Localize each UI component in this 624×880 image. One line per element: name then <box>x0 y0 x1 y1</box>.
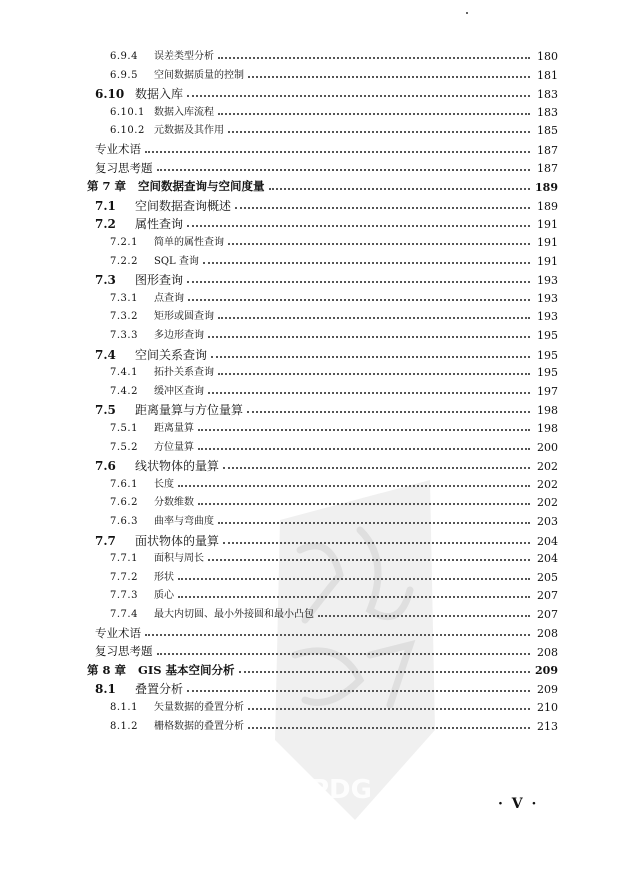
toc-entry-number: 7.2 <box>95 217 116 232</box>
dot-leader <box>208 559 530 561</box>
toc-entry-number: 7.7.1 <box>110 553 138 565</box>
dot-leader <box>218 373 530 375</box>
dot-leader <box>188 299 530 301</box>
toc-entry-number: 7.7 <box>95 533 116 548</box>
toc-entry-number: 8.1.1 <box>110 702 138 713</box>
toc-entry[interactable] <box>110 609 558 620</box>
toc-entry-number: 7.5 <box>95 403 116 418</box>
toc-entry-title: 数据入库 <box>135 87 184 102</box>
dot-leader <box>198 448 530 450</box>
dot-leader <box>208 392 530 394</box>
toc-entry-number: 7.3.2 <box>110 311 138 323</box>
dot-leader <box>145 151 530 153</box>
toc-entry-page: 195 <box>537 366 558 380</box>
toc-entry-title: 多边形查询 <box>154 330 204 341</box>
toc-entry-page: 185 <box>537 124 558 138</box>
toc-entry-title: 误差类型分析 <box>154 51 214 62</box>
toc-entry-page: 193 <box>537 274 558 288</box>
toc-entry[interactable] <box>110 721 558 732</box>
toc-entry-page: 193 <box>537 291 558 305</box>
dot-leader <box>203 262 530 264</box>
toc-entry-page: 202 <box>537 496 558 510</box>
toc-entry-page: 197 <box>537 384 558 398</box>
toc-entry-page: 205 <box>537 570 558 584</box>
dot-leader <box>198 429 530 431</box>
toc-entry-title: 复习思考题 <box>95 160 153 175</box>
dot-leader <box>178 596 530 598</box>
toc-entry-number: 6.10.1 <box>110 106 145 118</box>
toc-entry[interactable] <box>110 702 558 713</box>
toc-entry-page: 189 <box>537 199 558 213</box>
toc-entry[interactable] <box>95 160 558 176</box>
dot-leader <box>187 225 530 227</box>
toc-entry-title: 面积与周长 <box>154 553 204 565</box>
toc-entry[interactable] <box>95 349 558 361</box>
toc-entry[interactable] <box>110 311 558 322</box>
toc-entry-number: 6.10 <box>95 87 125 102</box>
toc-entry[interactable] <box>110 423 558 434</box>
toc-entry-page: 191 <box>537 218 558 232</box>
toc-entry-page: 187 <box>537 143 558 157</box>
toc-entry-title: 曲率与弯曲度 <box>154 516 214 527</box>
toc-entry-number: 第 7 章 <box>87 179 127 194</box>
toc-chapter-entry[interactable] <box>87 662 558 678</box>
dot-leader <box>218 522 530 524</box>
toc-entry-number: 7.7.2 <box>110 571 138 583</box>
dot-leader <box>157 169 531 171</box>
toc-entry-title: 拓扑关系查询 <box>154 367 214 379</box>
toc-entry-page: 180 <box>537 50 558 63</box>
toc-entry-title: 最大内切圆、最小外接圆和最小凸包 <box>154 609 314 620</box>
toc-entry-number: 7.2.2 <box>110 255 138 267</box>
toc-entry-title: 长度 <box>154 478 174 490</box>
toc-entry-title: GIS 基本空间分析 <box>138 662 235 677</box>
toc-entry[interactable] <box>110 572 558 583</box>
toc-entry-number: 8.1.2 <box>110 720 138 732</box>
toc-entry[interactable] <box>110 367 558 378</box>
toc-entry-number: 7.6.1 <box>110 478 138 490</box>
dot-leader <box>223 542 530 544</box>
toc-chapter-entry[interactable] <box>87 181 558 193</box>
toc-entry-number: 7.5.1 <box>110 423 138 434</box>
toc-entry-title: 属性查询 <box>135 217 184 232</box>
toc-entry-page: 202 <box>537 477 558 491</box>
toc-entry-title: 质心 <box>154 590 174 602</box>
toc-entry-page: 209 <box>537 683 558 697</box>
toc-entry-page: 203 <box>537 515 558 528</box>
page-number: · V · <box>498 796 539 812</box>
toc-entry-title: 专业术语 <box>95 625 141 640</box>
toc-entry-page: 198 <box>537 422 558 435</box>
toc-entry-title: 数据入库流程 <box>154 106 214 118</box>
toc-entry-number: 7.6.3 <box>110 516 138 527</box>
toc-entry-title: 面状物体的量算 <box>135 533 220 548</box>
toc-entry-title: 叠置分析 <box>135 682 184 697</box>
toc-entry-title: 专业术语 <box>95 142 141 156</box>
toc-entry-title: 元数据及其作用 <box>154 125 224 137</box>
toc-entry-page: 207 <box>537 608 558 621</box>
toc-entry[interactable] <box>110 70 558 81</box>
toc-entry-page: 204 <box>537 552 558 566</box>
toc-entry-page: 181 <box>537 68 558 82</box>
toc-entry-page: 189 <box>535 180 558 194</box>
toc-entry[interactable] <box>110 125 558 136</box>
dot-leader <box>218 113 530 115</box>
toc-entry-title: SQL 查询 <box>154 255 199 267</box>
toc-entry[interactable] <box>110 51 558 62</box>
toc-entry[interactable] <box>110 386 558 397</box>
toc-entry-number: 7.2.1 <box>110 237 138 248</box>
toc-entry-number: 第 8 章 <box>87 662 127 677</box>
dot-leader <box>187 281 530 283</box>
toc-entry[interactable] <box>110 107 558 118</box>
toc-entry-number: 7.3.3 <box>110 330 138 341</box>
dot-leader <box>239 671 530 673</box>
toc-entry-page: 195 <box>537 348 558 362</box>
toc-entry[interactable] <box>95 646 558 658</box>
dot-leader <box>157 653 531 655</box>
watermark-text: PDG <box>310 775 372 805</box>
toc-entry[interactable] <box>110 479 558 490</box>
toc-entry-title: 矢量数据的叠置分析 <box>154 702 244 713</box>
toc-entry-title: 空间数据查询与空间度量 <box>138 179 265 194</box>
dot-leader <box>218 57 530 59</box>
toc-entry-title: 形状 <box>154 571 174 583</box>
toc-entry[interactable] <box>110 516 558 527</box>
dot-leader <box>223 467 530 469</box>
toc-entry-number: 7.6.2 <box>110 497 138 509</box>
toc-entry-page: 195 <box>537 329 558 342</box>
toc-entry[interactable] <box>110 590 558 601</box>
toc-entry-title: 距离量算 <box>154 423 194 434</box>
dot-leader <box>247 411 530 413</box>
dot-leader <box>187 95 530 97</box>
toc-entry-page: 202 <box>537 460 558 474</box>
toc-entry-title: 空间数据质量的控制 <box>154 69 244 81</box>
toc-entry-page: 200 <box>537 440 558 454</box>
dot-leader <box>269 188 530 190</box>
dot-leader <box>145 634 530 636</box>
toc-entry-number: 7.3 <box>95 273 116 288</box>
toc-entry-title: 方位量算 <box>154 441 194 453</box>
toc-entry-title: 缓冲区查询 <box>154 385 204 397</box>
toc-entry[interactable] <box>110 293 558 304</box>
toc-entry[interactable] <box>95 200 558 212</box>
toc-entry[interactable] <box>110 237 558 248</box>
toc-entry-page: 187 <box>537 162 558 176</box>
toc-entry-title: 栅格数据的叠置分析 <box>154 720 244 732</box>
toc-entry-title: 空间数据查询概述 <box>135 198 232 213</box>
dot-leader <box>187 690 530 692</box>
toc-entry-title: 复习思考题 <box>95 644 153 659</box>
toc-entry-number: 7.6 <box>95 459 116 474</box>
dot-leader <box>248 708 530 710</box>
toc-entry[interactable] <box>95 460 558 472</box>
toc-entry-number: 6.10.2 <box>110 125 145 137</box>
toc-entry-number: 7.7.4 <box>110 609 138 620</box>
toc-entry[interactable] <box>95 88 558 100</box>
toc-entry-number: 7.7.3 <box>110 590 138 602</box>
toc-entry-page: 208 <box>537 627 558 641</box>
dot-leader <box>198 503 530 505</box>
toc-entry-page: 209 <box>535 664 558 678</box>
dot-leader <box>218 317 530 319</box>
dot-leader <box>211 356 530 358</box>
toc-entry-page: 191 <box>537 236 558 249</box>
dot-leader <box>248 727 530 729</box>
dot-leader <box>248 76 530 78</box>
toc-entry-number: 7.4.2 <box>110 385 138 397</box>
toc-entry-number: 6.9.5 <box>110 69 138 81</box>
toc-entry-title: 空间关系查询 <box>135 347 208 362</box>
toc-entry-title: 距离量算与方位量算 <box>135 403 244 418</box>
toc-entry-number: 8.1 <box>95 682 116 697</box>
scan-speck <box>466 12 468 14</box>
toc-entry-number: 6.9.4 <box>110 51 138 62</box>
toc-entry[interactable] <box>110 330 558 341</box>
toc-entry-number: 7.5.2 <box>110 441 138 453</box>
toc-entry-page: 198 <box>537 404 558 418</box>
dot-leader <box>228 243 530 245</box>
toc-entry-title: 图形查询 <box>135 273 184 288</box>
toc-entry-title: 简单的属性查询 <box>154 237 224 248</box>
toc-entry-page: 183 <box>537 88 558 102</box>
toc-entry-number: 7.4 <box>95 347 116 362</box>
toc-entry[interactable] <box>110 497 558 508</box>
dot-leader <box>318 615 530 617</box>
toc-entry-page: 183 <box>537 105 558 119</box>
dot-leader <box>208 336 530 338</box>
toc-entry-page: 204 <box>537 534 558 548</box>
toc-entry[interactable] <box>110 442 558 453</box>
toc-entry[interactable] <box>95 535 558 547</box>
toc-entry[interactable] <box>110 256 558 267</box>
toc-entry[interactable] <box>95 218 558 230</box>
toc-entry-number: 7.1 <box>95 198 116 213</box>
toc-entry[interactable] <box>95 144 558 156</box>
dot-leader <box>235 207 530 209</box>
toc-entry-page: 213 <box>537 719 558 733</box>
toc-entry[interactable] <box>95 274 558 286</box>
toc-entry-title: 分数维数 <box>154 497 194 509</box>
toc-entry-page: 208 <box>537 645 558 659</box>
toc-entry-page: 210 <box>537 701 558 714</box>
toc-entry[interactable] <box>110 553 558 564</box>
toc-entry-number: 7.4.1 <box>110 367 138 379</box>
toc-entry-title: 点查询 <box>154 292 184 304</box>
toc-entry-title: 线状物体的量算 <box>135 459 220 474</box>
toc-entry-number: 7.3.1 <box>110 292 138 304</box>
toc-entry-page: 191 <box>537 254 558 268</box>
dot-leader <box>178 578 530 580</box>
toc-entry[interactable] <box>95 404 558 416</box>
dot-leader <box>178 485 530 487</box>
toc-entry[interactable] <box>95 683 558 695</box>
toc-entry[interactable] <box>95 625 558 641</box>
toc-entry-title: 矩形或圆查询 <box>154 311 214 323</box>
toc-entry-page: 193 <box>537 310 558 324</box>
dot-leader <box>228 131 530 133</box>
toc-entry-page: 207 <box>537 589 558 603</box>
